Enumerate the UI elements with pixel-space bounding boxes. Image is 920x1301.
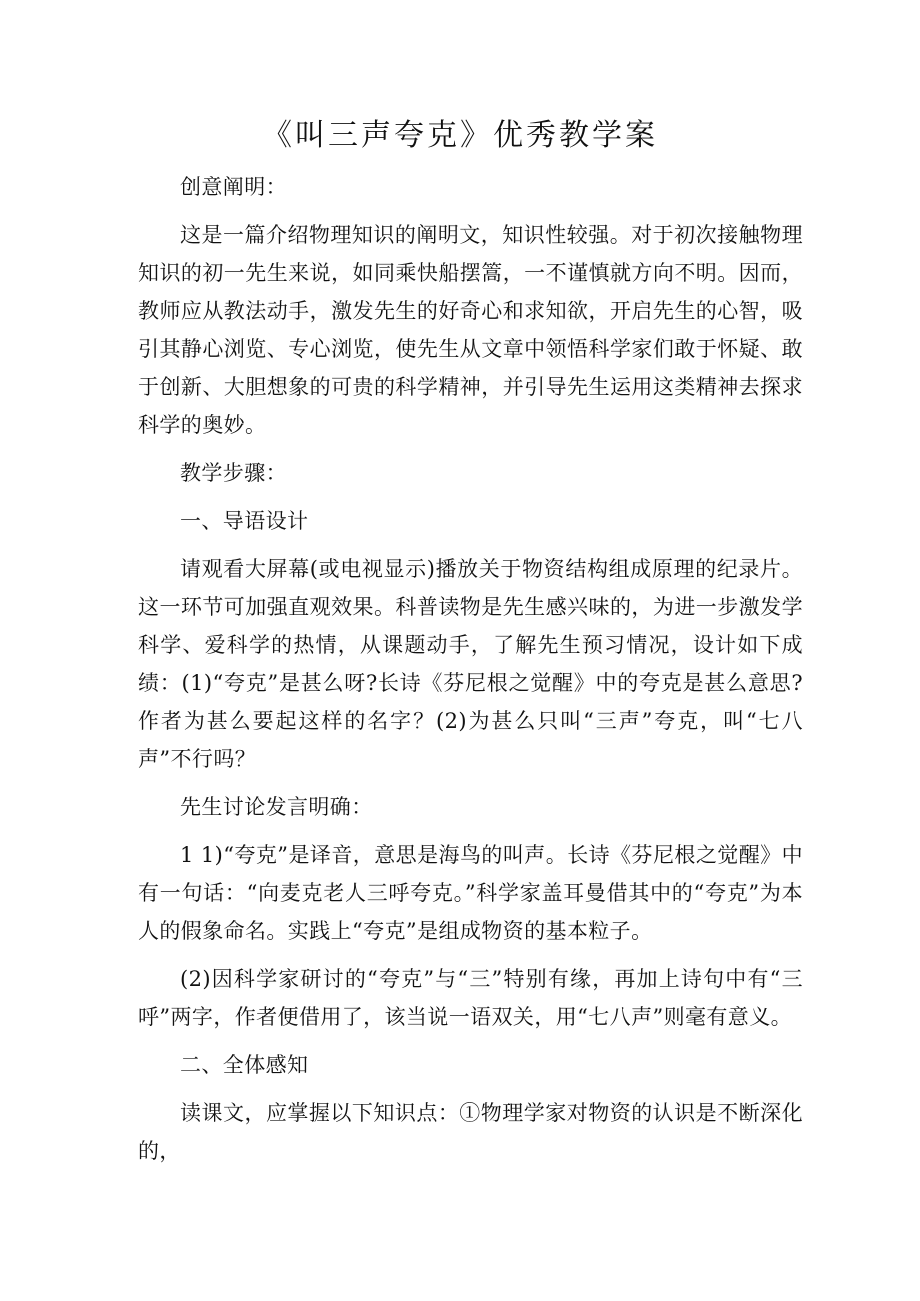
paragraph-intro-text: 这是一篇介绍物理知识的阐明文，知识性较强。对于初次接触物理知识的初一先生来说，如同乘快船摆篙，一不谨慎就方向不明。因而，教师应从教法动手，激发先生的好奇心和求知欲，开启先生的心智，吸引其静心浏览、专心浏览，使先生从文章中领悟科学家们敢于怀疑、敢于创新、大胆想象的可贵的科学精神，并引导先生运用这类精神去探求科学的奥妙。 (138, 223, 803, 437)
paragraph-discussion-point-1: 1 1)“夸克”是译音，意思是海鸟的叫声。长诗《芬尼根之觉醒》中有一句话：“向麦克老人三呼夸克。”科学家盖耳曼借其中的“夸克”为本人的假象命名。实践上“夸克”是组成物资的基本粒子。 (138, 843, 803, 943)
paragraph-discussion-point-2: (2)因科学家研讨的“夸克”与“三”特别有缘，再加上诗句中有“三呼”两字，作者便借用了，该当说一语双关，用“七八声”则毫有意义。 (138, 967, 803, 1029)
document-title: 《叫三声夸克》优秀教学案 (262, 118, 658, 153)
paragraph-section-two-text: 读课文，应掌握以下知识点：①物理学家对物资的认识是不断深化的， (138, 1101, 803, 1163)
document-body (138, 168, 803, 1180)
paragraph-section-one-text: 请观看大屏幕(或电视显示)播放关于物资结构组成原理的纪录片。这一环节可加强直观效果。科普读物是先生感兴味的，为进一步激发学科学、爱科学的热情，从课题动手，了解先生预习情况，设计如下成绩：(1)“夸克”是甚么呀?长诗《芬尼根之觉醒》中的夸克是甚么意思?作者为甚么要起这样的名字？(2)为甚么只叫“三声”夸克，叫“七八声”不行吗？ (138, 557, 803, 771)
paragraph-discussion-heading: 先生讨论发言明确： (180, 795, 373, 819)
paragraph-intro-heading: 创意阐明： (180, 175, 287, 199)
paragraph-section-two-heading: 二、全体感知 (180, 1053, 309, 1077)
paragraph-steps-heading: 教学步骤： (180, 461, 287, 485)
paragraph-section-one-heading: 一、导语设计 (180, 509, 309, 533)
